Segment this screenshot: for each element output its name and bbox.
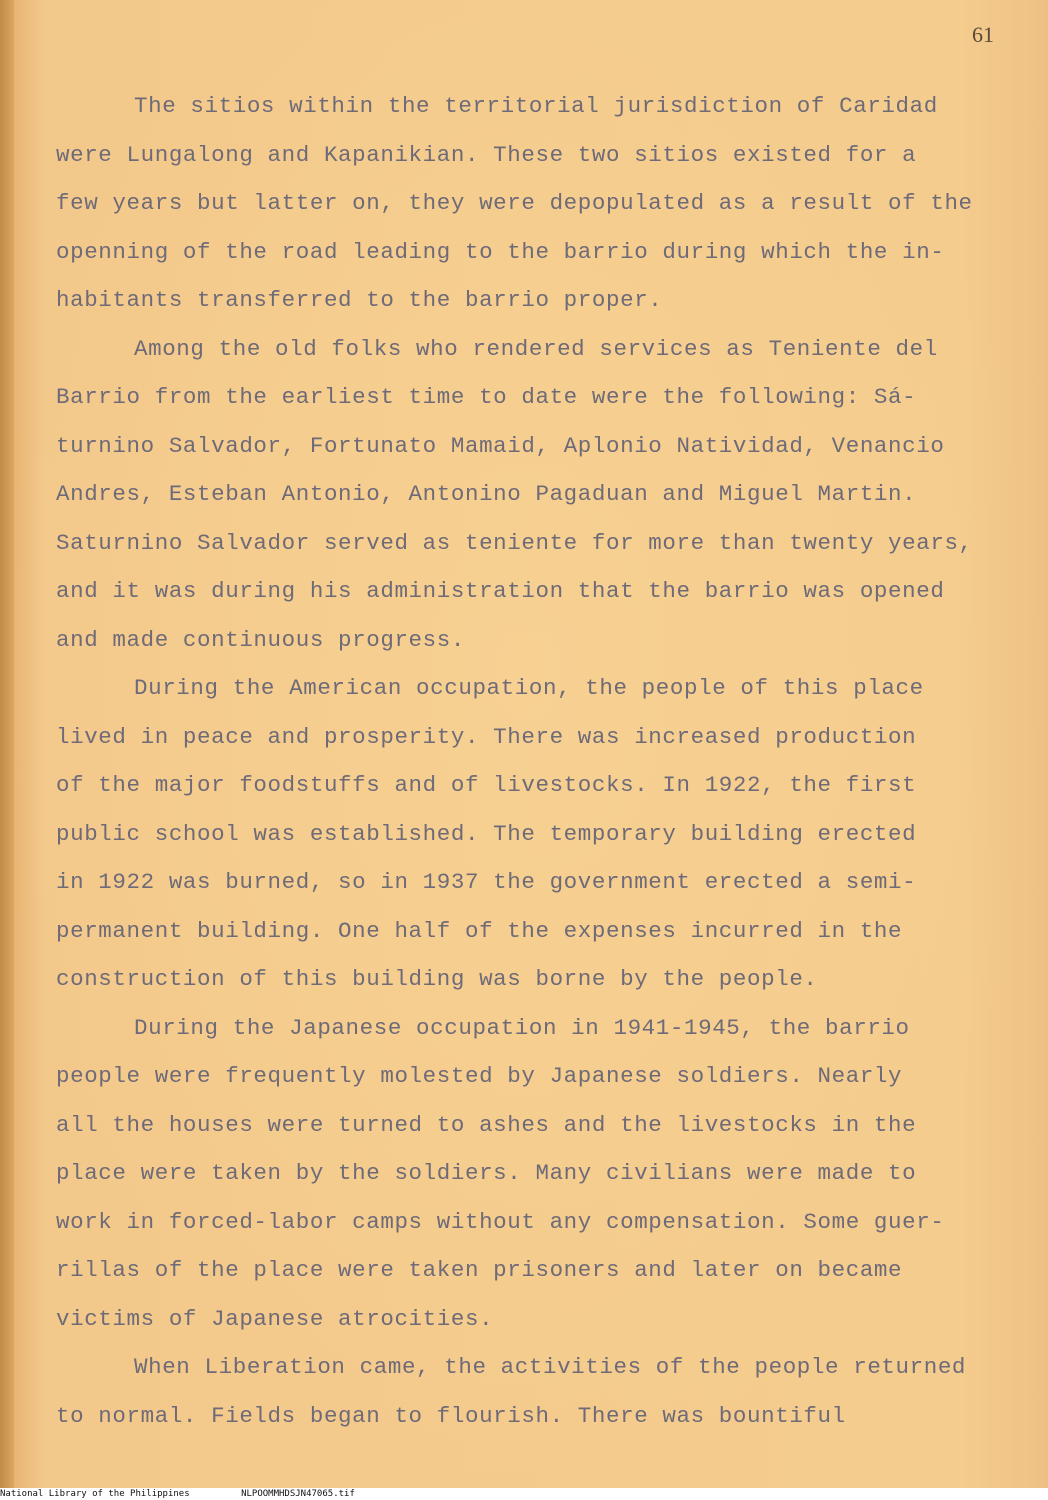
text-line: During the Japanese occupation in 1941-1945, the barrio [134,1014,910,1041]
paragraph-2 [56,325,1016,665]
footer-source: National Library of the Philippines [0,1489,190,1499]
text-line: Saturnino Salvador served as teniente for more than twenty years, [56,529,973,556]
text-line: Barrio from the earliest time to date were the following: Sá- [56,384,917,410]
page-number: 61 [972,22,994,47]
body-text [56,82,1016,1440]
text-line: lived in peace and prosperity. There was increased production [56,723,917,750]
scan-footer [0,1488,1048,1500]
text-line: victims of Japanese atrocities. [56,1305,494,1332]
text-line: Andres, Esteban Antonio, Antonino Pagaduan and Miguel Martin. [56,481,917,507]
text-line: construction of this building was borne by the people. [56,966,818,992]
text-line: and made continuous progress. [56,626,465,653]
text-line: all the houses were turned to ashes and the livestocks in the [56,1111,917,1138]
paragraph-4 [56,1004,1016,1344]
text-line: and it was during his administration that the barrio was opened [56,578,945,604]
paragraph-5 [56,1343,1016,1440]
text-line: people were frequently molested by Japanese soldiers. Nearly [56,1063,903,1089]
text-line: public school was established. The temporary building erected [56,820,917,847]
text-line: in 1922 was burned, so in 1937 the government erected a semi- [56,869,917,895]
text-line: habitants transferred to the barrio proper. [56,287,663,313]
text-line: During the American occupation, the people of this place [134,675,924,701]
paragraph-3 [56,664,1016,1004]
text-line: place were taken by the soldiers. Many civilians were made to [56,1160,917,1186]
text-line: openning of the road leading to the barrio during which the in- [56,238,945,265]
paragraph-1 [56,82,1016,325]
text-line: were Lungalong and Kapanikian. These two sitios existed for a [56,141,917,168]
text-line: permanent building. One half of the expenses incurred in the [56,917,903,944]
text-line: turnino Salvador, Fortunato Mamaid, Aplonio Natividad, Venancio [56,432,945,459]
text-line: The sitios within the territorial jurisdiction of Caridad [134,93,938,119]
text-line: of the major foodstuffs and of livestocks. In 1922, the first [56,772,917,798]
footer-filename: NLPOOMMHDSJN47065.tif [241,1489,355,1499]
text-line: When Liberation came, the activities of the people returned [134,1354,967,1380]
text-line: Among the old folks who rendered services as Teniente del [134,335,938,362]
text-line: to normal. Fields began to flourish. There was bountiful [56,1402,846,1429]
text-line: work in forced-labor camps without any compensation. Some guer- [56,1208,945,1235]
page-binding-edge [0,0,14,1500]
text-line: few years but latter on, they were depopulated as a result of the [56,190,973,216]
text-line: rillas of the place were taken prisoners and later on became [56,1257,903,1283]
